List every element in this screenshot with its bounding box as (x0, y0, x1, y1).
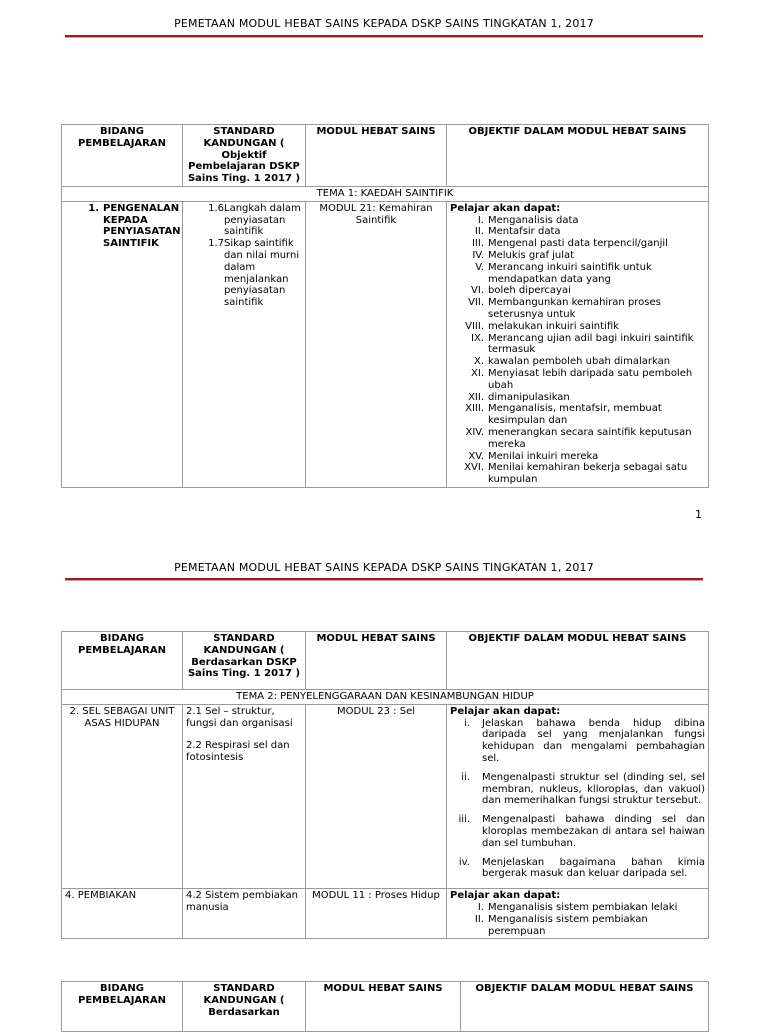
mapping-table-continued (61, 981, 709, 1032)
bidang-cell (62, 201, 183, 487)
objektif-item (450, 403, 705, 427)
col-header-objektif: OBJEKTIF DALAM MODUL HEBAT SAINS (447, 632, 709, 690)
col-header-bidang: BIDANG PEMBELAJARAN (62, 982, 183, 1032)
col-header-modul: MODUL HEBAT SAINS (306, 125, 447, 187)
objektif-text: Menganalisis data (488, 214, 579, 226)
objektif-text: Menilai kemahiran bekerja sebagai satu kumpulan (488, 462, 688, 486)
objektif-cell (447, 889, 709, 939)
col-header-modul: MODUL HEBAT SAINS (306, 632, 447, 690)
modul-cell: MODUL 23 : Sel (306, 704, 447, 888)
objektif-item (450, 285, 705, 297)
objektif-item (450, 857, 705, 881)
objektif-number: XVI. (464, 462, 484, 474)
objektif-heading: Pelajar akan dapat: (450, 202, 561, 214)
objektif-number: I. (477, 214, 484, 226)
standard-text: Langkah dalam penyiasatan saintifik (224, 202, 301, 238)
bidang-cell: 4. PEMBIAKAN (62, 889, 183, 939)
objektif-text: kawalan pemboleh ubah dimalarkan (488, 356, 671, 368)
standard-cell: 4.2 Sistem pembiakan manusia (183, 889, 306, 939)
mapping-table-tema-2 (61, 631, 709, 939)
table-row (62, 201, 709, 487)
objektif-text: Menganalisis sistem pembiakan perempuan (488, 913, 648, 937)
standard-number: 1.7 (208, 238, 224, 250)
page-header: PEMETAAN MODUL HEBAT SAINS KEPADA DSKP SAINS TINGKATAN 1, 2017 (174, 17, 594, 30)
standard-cell (183, 704, 306, 888)
tema-heading: TEMA 1: KAEDAH SAINTIFIK (62, 186, 709, 201)
objektif-number: XI. (471, 367, 484, 379)
objektif-number: iii. (458, 814, 470, 826)
col-header-bidang: BIDANG PEMBELAJARAN (62, 125, 183, 187)
objektif-item (450, 902, 705, 914)
objektif-heading: Pelajar akan dapat: (450, 705, 561, 717)
objektif-number: V. (475, 261, 484, 273)
objektif-item (450, 238, 705, 250)
objektif-number: III. (471, 238, 484, 250)
standard-number: 1.6 (208, 202, 224, 214)
objektif-list (450, 215, 705, 486)
objektif-item (450, 297, 705, 321)
objektif-heading: Pelajar akan dapat: (450, 890, 561, 902)
objektif-text: Menganalisis sistem pembiakan lelaki (488, 901, 678, 913)
objektif-item (450, 462, 705, 486)
standard-text: 2.1 Sel – struktur, fungsi dan organisasi (186, 705, 293, 729)
objektif-item (450, 914, 705, 938)
col-header-bidang: BIDANG PEMBELAJARAN (62, 632, 183, 690)
objektif-item (450, 215, 705, 227)
header-rule (65, 35, 703, 38)
objektif-number: II. (474, 913, 484, 925)
objektif-text: Mengenalpasti struktur sel (dinding sel, sel membran, nukleus, klloroplas, dan vakuol) dan memerihalkan fungsi struktur tersebut. (482, 771, 705, 807)
objektif-number: VII. (468, 297, 484, 309)
objektif-list (450, 718, 705, 881)
objektif-text: Merancang ujian adil bagi inkuiri saintifik termasuk (488, 332, 694, 356)
mapping-table-tema-1 (61, 124, 709, 488)
objektif-text: melakukan inkuiri saintifik (488, 320, 619, 332)
header-rule (65, 578, 703, 581)
objektif-text: menerangkan secara saintifik keputusan mereka (488, 426, 692, 450)
objektif-text: Menilai inkuiri mereka (488, 450, 599, 462)
modul-cell: MODUL 21: Kemahiran Saintifik (306, 201, 447, 487)
bidang-cell: 2. SEL SEBAGAI UNIT ASAS HIDUPAN (62, 704, 183, 888)
objektif-text: Membangunkan kemahiran proses seterusnya untuk (488, 297, 661, 320)
tema-heading: TEMA 2: PENYELENGGARAAN DAN KESINAMBUNGAN HIDUP (62, 690, 709, 705)
objektif-item (450, 356, 705, 368)
objektif-text: Menganalisis, mentafsir, membuat kesimpulan dan (488, 403, 662, 427)
standard-cell (183, 201, 306, 487)
standard-text: Sikap saintifik dan nilai murni dalam menjalankan penyiasatan saintifik (224, 238, 300, 309)
objektif-item (450, 368, 705, 392)
objektif-text: Merancang inkuiri saintifik untuk mendapatkan data yang (488, 261, 652, 285)
objektif-number: ii. (461, 771, 470, 783)
objektif-text: Mengenal pasti data terpencil/ganjil (488, 238, 668, 250)
bidang-number: 1. (88, 202, 99, 214)
objektif-text: Jelaskan bahawa benda hidup dibina daripada sel yang menjalankan fungsi kehidupan dan mengalami pembahagian sel. (482, 717, 705, 764)
table-row (62, 704, 709, 888)
objektif-item (450, 718, 705, 765)
objektif-number: XIII. (465, 403, 484, 415)
objektif-item (450, 451, 705, 463)
objektif-cell (447, 704, 709, 888)
col-header-standard: STANDARD KANDUNGAN ( Berdasarkan (183, 982, 306, 1032)
objektif-number: XIV. (465, 426, 484, 438)
objektif-item (450, 262, 705, 286)
objektif-number: iv. (458, 856, 470, 868)
objektif-number: i. (464, 717, 470, 729)
objektif-text: Menyiasat lebih daripada satu pemboleh ubah (488, 367, 693, 391)
objektif-item (450, 250, 705, 262)
objektif-item (450, 226, 705, 238)
objektif-number: IV. (472, 249, 484, 261)
objektif-number: XV. (468, 450, 484, 462)
objektif-number: XII. (468, 391, 484, 403)
objektif-number: II. (474, 226, 484, 238)
objektif-list (450, 902, 705, 937)
bidang-text: PENGENALAN KEPADA PENYIASATAN SAINTIFIK (103, 202, 181, 250)
standard-text: 2.2 Respirasi sel dan fotosintesis (186, 740, 290, 764)
col-header-modul: MODUL HEBAT SAINS (306, 982, 461, 1032)
objektif-number: VI. (471, 285, 484, 297)
objektif-item (450, 321, 705, 333)
modul-cell: MODUL 11 : Proses Hidup (306, 889, 447, 939)
objektif-item (450, 333, 705, 357)
table-row (62, 889, 709, 939)
objektif-number: IX. (471, 332, 484, 344)
col-header-objektif: OBJEKTIF DALAM MODUL HEBAT SAINS (447, 125, 709, 187)
objektif-cell (447, 201, 709, 487)
objektif-item (450, 772, 705, 807)
col-header-objektif: OBJEKTIF DALAM MODUL HEBAT SAINS (461, 982, 709, 1032)
objektif-text: dimanipulasikan (488, 391, 570, 403)
col-header-standard: STANDARD KANDUNGAN ( Objektif Pembelajaran DSKP Sains Ting. 1 2017 ) (183, 125, 306, 187)
objektif-text: Menjelaskan bagaimana bahan kimia bergerak masuk dan keluar daripada sel. (482, 856, 705, 880)
objektif-text: boleh dipercayai (488, 285, 571, 297)
objektif-item (450, 814, 705, 849)
objektif-text: Mentafsir data (488, 226, 561, 238)
objektif-text: Melukis graf julat (488, 249, 575, 261)
objektif-number: VIII. (465, 320, 484, 332)
objektif-text: Mengenalpasti bahawa dinding sel dan kloroplas membezakan di antara sel haiwan dan sel tumbuhan. (482, 814, 705, 849)
objektif-item (450, 427, 705, 451)
objektif-number: X. (473, 356, 484, 368)
page-header: PEMETAAN MODUL HEBAT SAINS KEPADA DSKP SAINS TINGKATAN 1, 2017 (174, 561, 594, 574)
objektif-number: I. (477, 901, 484, 913)
col-header-standard: STANDARD KANDUNGAN ( Berdasarkan DSKP Sains Ting. 1 2017 ) (183, 632, 306, 690)
objektif-item (450, 392, 705, 404)
page-number: 1 (695, 508, 702, 521)
